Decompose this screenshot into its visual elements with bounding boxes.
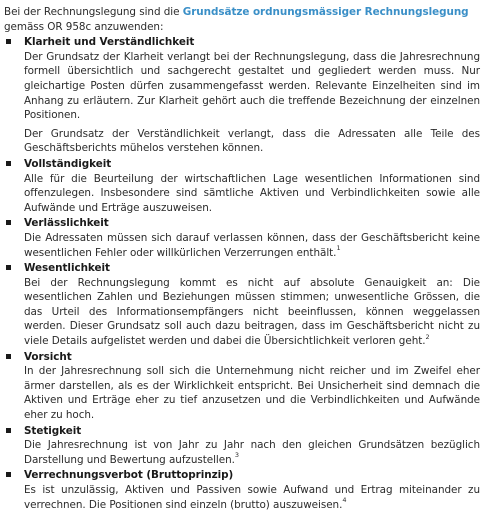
square-bullet-icon [6,428,11,433]
principle-text [24,276,480,349]
principle-section [4,157,480,215]
principle-heading: Verlässlichkeit [24,217,109,230]
principle-text [24,50,480,123]
square-bullet-icon [6,265,11,270]
principle-text-body: Alle für die Beurteilung der wirtschaftlichen Lage wesentlichen Informationen sind offenzulegen. Insbesondere sind sämtliche Aktiven und Verbindlichkeiten sowie alle Aufwände und Erträge auszuweisen. [24,172,480,214]
principle-heading: Klarheit und Verständlichkeit [24,36,195,49]
principle-heading: Vollständigkeit [24,157,112,170]
intro-suffix: gemäss OR 958c anzuwenden: [4,20,164,33]
footnote-marker: 1 [336,244,341,253]
principle-section [4,350,480,423]
intro-paragraph [4,5,480,34]
square-bullet-icon [6,220,11,225]
principle-text-body: Der Grundsatz der Klarheit verlangt bei der Rechnungslegung, dass die Jahresrechnung formell übersichtlich und sachgerecht gestaltet und gegliedert werden muss. Nur gleichartige Posten dürfen zusammengefasst werden. Relevante Einzelheiten sind im Anhang zu erläutern. Zur Klarheit gehört auch die treffende Bezeichnung der einzelnen Positionen. [24,50,480,122]
principle-text [24,438,480,467]
intro-highlight: Grundsätze ordnungsmässiger Rechnungslegung [182,6,469,18]
principle-text [24,483,480,512]
principle-section [4,261,480,349]
square-bullet-icon [6,39,11,44]
principle-text [24,231,480,260]
square-bullet-icon [6,472,11,477]
principle-text-body: Der Grundsatz der Verständlichkeit verlangt, dass die Adressaten alle Teile des Geschäftsberichts mühelos verstehen können. [24,127,480,155]
square-bullet-icon [6,354,11,359]
intro-prefix: Bei der Rechnungslegung sind die [4,6,183,18]
principles-list [4,35,480,512]
principle-text [24,172,480,216]
principle-text-body: Die Jahresrechnung ist von Jahr zu Jahr nach den gleichen Grundsätzen bezüglich Darstellung und Bewertung aufzustellen. [24,439,480,466]
principle-text [24,127,480,156]
square-bullet-icon [6,161,11,166]
principle-section [4,424,480,468]
principle-text-body: In der Jahresrechnung soll sich die Unternehmung nicht reicher und im Zweifel eher ärmer darstellen, als es der Wirklichkeit entspricht. Bei Unsicherheit sind demnach die Aktiven und Erträge eher zu tief anzusetzen und die Verbindlichkeiten und Aufwände eher zu hoch. [24,365,480,422]
principle-heading: Stetigkeit [24,424,82,437]
principle-heading: Wesentlichkeit [24,262,110,275]
footnote-marker: 2 [425,332,430,341]
principle-heading: Vorsicht [24,350,72,363]
footnote-marker: 3 [234,451,239,460]
footnote-marker: 4 [342,496,347,505]
principle-text [24,364,480,422]
principle-section [4,216,480,260]
principle-text-body: Es ist unzulässig, Aktiven und Passiven sowie Aufwand und Ertrag miteinander zu verrechnen. Die Positionen sind einzeln (brutto) auszuweisen. [24,484,480,511]
principle-section [4,35,480,156]
principle-heading: Verrechnungsverbot (Bruttoprinzip) [24,469,234,482]
principle-section [4,468,480,512]
principle-text-body: Die Adressaten müssen sich darauf verlassen können, dass der Geschäftsbericht keine wesentlichen Fehler oder willkürlichen Verzerrungen enthält. [24,231,480,259]
principle-text-body: Bei der Rechnungslegung kommt es nicht auf absolute Genauigkeit an: Die wesentlichen Zahlen und Beziehungen müssen stimmen; unwesentliche Grössen, die das Urteil des Informationsempfängers nicht beeinflussen, können weggelassen werden. Dieser Grundsatz soll auch dazu beitragen, dass im Geschäftsbericht nicht zu viele Details aufgelistet werden und dabei die Übersichtlichkeit verloren geht. [24,276,480,348]
